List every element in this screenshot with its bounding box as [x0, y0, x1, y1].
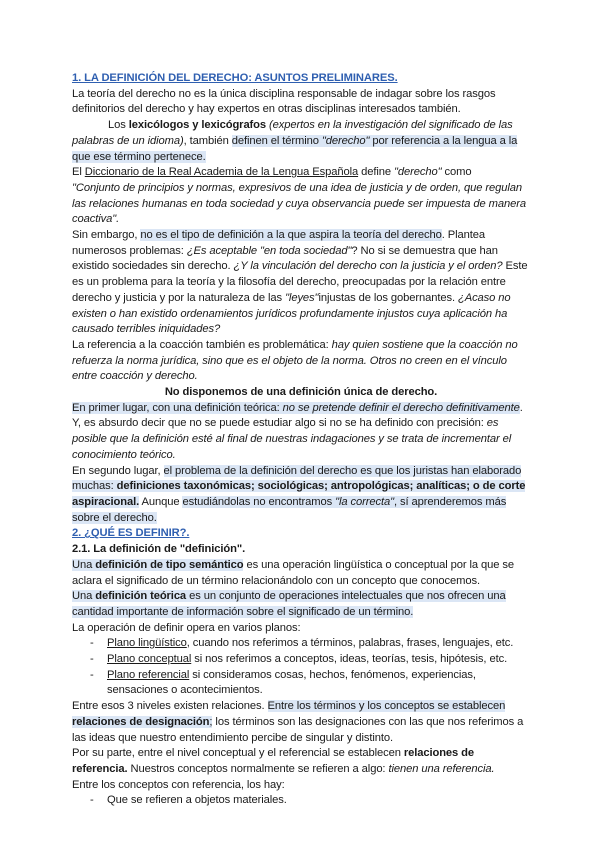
- term-lexicologos: lexicólogos y lexicógrafos: [128, 119, 267, 132]
- rae-dictionary-name: Diccionario de la Real Academia de la Lengua Española: [84, 166, 359, 179]
- paragraph-rae: El Diccionario de la Real Academia de la Lengua Española define "derecho" como "Conjunto de principios y normas, expresivos de una idea de justicia y de orden, que regulan las relaciones humanas en toda sociedad y cuya observancia puede ser impuesta de manera coactiva".: [72, 166, 526, 226]
- paragraph-definicion-semantica: Una definición de tipo semántico es una operación lingüística o conceptual por la que se aclara el significado de un término relacionándolo con un concepto que conocemos.: [72, 558, 515, 587]
- paragraph-segundo-lugar: En segundo lugar, el problema de la definición del derecho es que los juristas han elaborado muchas: definiciones taxonómicas; sociológicas; antropológicas; analíticas; o de corte aspiracional. Aunque estudiándolas no encontramos "la correcta", sí aprenderemos más sobre el derecho.: [72, 464, 526, 524]
- highlight-define: definen el término "derecho" por referencia a la lengua a la que ese término pertenece.: [72, 134, 518, 163]
- paragraph-intro: La teoría del derecho no es la única disciplina responsable de indagar sobre los rasgos definitorios del derecho y hay expertos en otras disciplinas interesados también.: [72, 87, 496, 116]
- subsection-heading: 2.1. La definición de "definición".: [72, 543, 246, 556]
- paragraph-relaciones: Entre esos 3 niveles existen relaciones. Entre los términos y los conceptos se establecen relaciones de designación; los términos son las designaciones con las que nos referimos a las ideas que nuestro entendimiento percibe de singular y distinto.: [72, 700, 524, 744]
- list-item: - Plano conceptual si nos referimos a conceptos, ideas, teorías, tesis, hipótesis, etc.: [90, 653, 508, 666]
- section-heading-2: 2. ¿QUÉ ES DEFINIR?.: [72, 527, 190, 540]
- paragraph-planos-intro: La operación de definir opera en varios planos:: [72, 621, 301, 634]
- rae-quote: "Conjunto de principios y normas, expresivos de una idea de justicia y de orden, que regulan las relaciones humanas en toda sociedad y cuya observancia puede ser impuesta de manera coactiva".: [72, 181, 526, 226]
- document-body: [72, 71, 530, 809]
- list-item: - Plano lingüístico, cuando nos referimos a términos, palabras, frases, lenguajes, etc.: [90, 637, 514, 650]
- paragraph-definicion-teorica: Una definición teórica es un conjunto de operaciones intelectuales que nos ofrecen una cantidad importante de información sobre el significado de un término.: [72, 590, 506, 618]
- planos-list: [72, 636, 530, 699]
- paragraph-coaccion: La referencia a la coacción también es problemática: hay quien sostiene que la coacción no refuerza la norma jurídica, sino que es el objeto de la norma. Otros no creen en el vínculo entre coacción y derecho.: [72, 338, 518, 383]
- centered-statement: No disponemos de una definición única de derecho.: [164, 386, 438, 399]
- paragraph-problemas: Sin embargo, no es el tipo de definición a la que aspira la teoría del derecho. Plantea numerosos problemas: ¿Es aceptable "en toda sociedad"? No si se demuestra que han existido sociedades sin derecho. ¿Y la vinculación del derecho con la justicia y el orden? Este es un problema para la teoría y la filosofía del derecho, preocupadas por la relación entre derecho y justicia y por la naturaleza de las "leyes"injustas de los gobernantes. ¿Acaso no existen o han existido ordenamientos jurídicos profundamente injustos cuya aplicación ha causado terribles iniquidades?: [72, 229, 528, 336]
- paragraph-referencia: Por su parte, entre el nivel conceptual y el referencial se establecen relaciones de referencia. Nuestros conceptos normalmente se refieren a algo: tienen una referencia.: [72, 747, 495, 775]
- paragraph-primer-lugar: En primer lugar, con una definición teórica: no se pretende definir el derecho definitivamente. Y, es absurdo decir que no se puede estudiar algo si no se ha definido con precisión: es posible que la definición esté al final de nuestras indagaciones y se trata de incrementar el conocimiento teórico.: [72, 401, 523, 461]
- section-heading-1: 1. LA DEFINICIÓN DEL DERECHO: ASUNTOS PRELIMINARES.: [72, 72, 398, 84]
- paragraph-lexicologos: Los lexicólogos y lexicógrafos (expertos en la investigación del significado de las palabras de un idioma), también definen el término "derecho" por referencia a la lengua a la que ese término pertenece.: [72, 119, 518, 163]
- tipos-list: [72, 793, 530, 809]
- list-item: - Plano referencial si consideramos cosas, hechos, fenómenos, experiencias, sensaciones o acontecimientos.: [90, 668, 476, 697]
- paragraph-tipos-intro: Entre los conceptos con referencia, los hay:: [72, 778, 285, 791]
- list-item: - Que se refieren a objetos materiales.: [90, 794, 287, 807]
